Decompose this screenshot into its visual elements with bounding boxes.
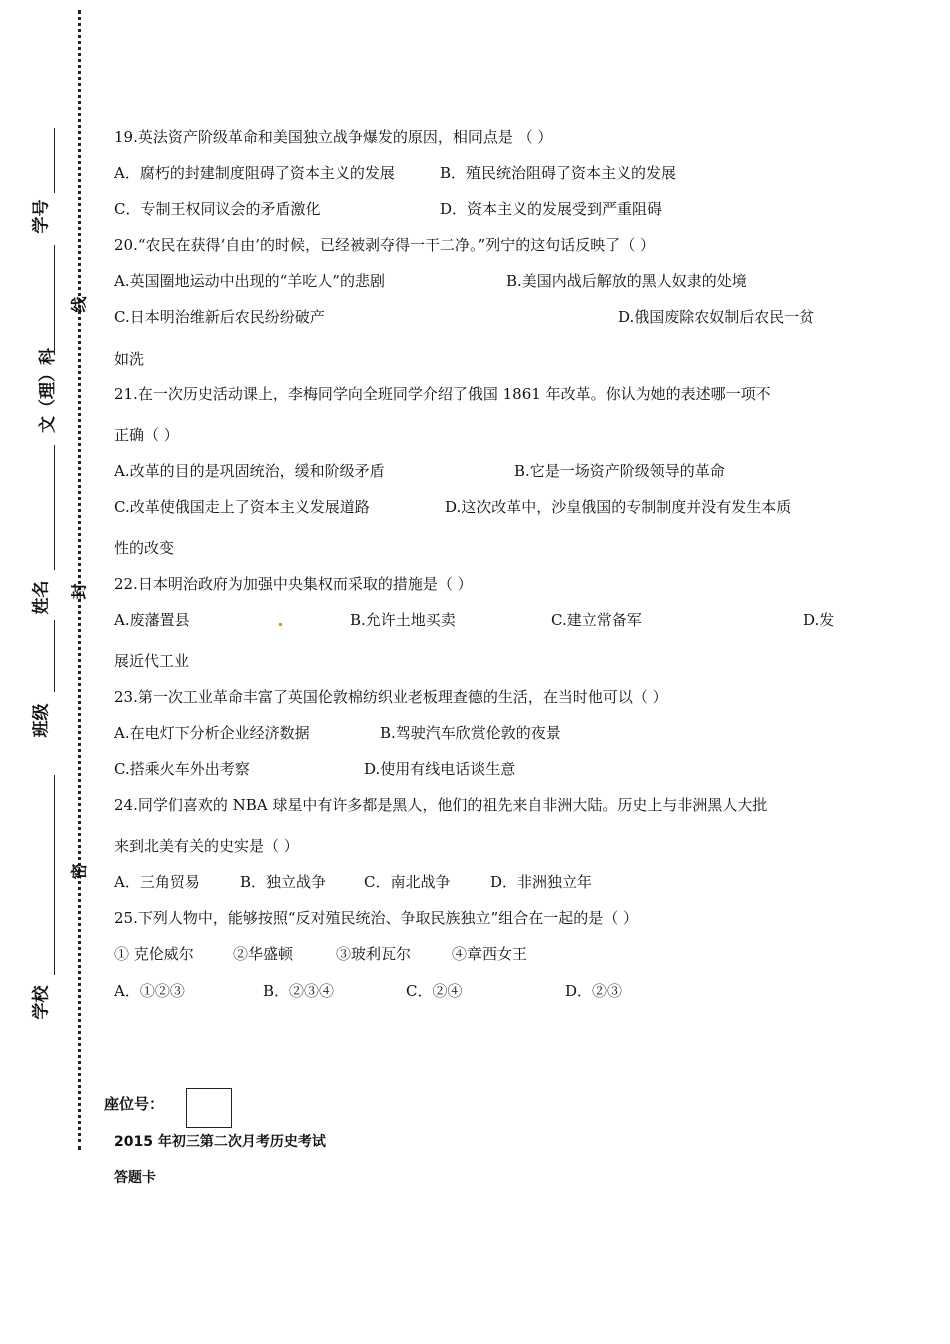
- q19-option-a: A．腐朽的封建制度阻碍了资本主义的发展: [114, 164, 395, 182]
- seat-number-box[interactable]: [186, 1088, 232, 1128]
- subject-underline: [54, 245, 55, 355]
- q25-option-b: B．②③④: [263, 982, 335, 1000]
- class-label: 班级: [31, 703, 52, 738]
- q25-option-a: A．①②③: [114, 982, 185, 1000]
- q22-option-a: A.废藩置县: [114, 611, 190, 629]
- q20-option-d-cont: 如洗: [114, 350, 145, 368]
- name-underline: [54, 445, 55, 570]
- q20-stem: 20.“农民在获得‘自由’的时候，已经被剥夺得一干二净。”列宁的这句话反映了（ ）: [114, 236, 655, 254]
- q25-option-c: C．②④: [406, 982, 463, 1000]
- q22-option-d-cont: 展近代工业: [114, 652, 190, 670]
- q20-option-d: D.俄国废除农奴制后农民一贫: [618, 308, 815, 326]
- cut-mark-line: 线: [69, 296, 89, 313]
- student-id-underline: [54, 128, 55, 193]
- q21-option-a: A.改革的目的是巩固统治，缓和阶级矛盾: [114, 462, 385, 480]
- exam-title: 2015 年初三第二次月考历史考试: [114, 1134, 326, 1150]
- q23-option-c: C.搭乘火车外出考察: [114, 760, 250, 778]
- q24-option-b: B．独立战争: [240, 873, 327, 891]
- q21-option-c: C.改革使俄国走上了资本主义发展道路: [114, 498, 370, 516]
- class-underline: [54, 620, 55, 692]
- stray-dot: [279, 623, 282, 626]
- q20-option-c: C.日本明治维新后农民纷纷破产: [114, 308, 325, 326]
- q24-option-c: C．南北战争: [364, 873, 451, 891]
- q24-option-a: A．三角贸易: [114, 873, 200, 891]
- answer-card-title: 答题卡: [114, 1170, 156, 1186]
- q21-stem: 21.在一次历史活动课上，李梅同学向全班同学介绍了俄国 1861 年改革。你认为她的表述哪一项不: [114, 385, 771, 403]
- school-underline: [54, 775, 55, 975]
- q24-stem-cont: 来到北美有关的史实是（ ）: [114, 837, 299, 855]
- student-id-label: 学号: [31, 199, 52, 234]
- cut-mark-seal: 封: [69, 583, 89, 600]
- q21-option-d: D.这次改革中，沙皇俄国的专制制度并没有发生本质: [445, 498, 792, 516]
- q19-stem: 19.英法资产阶级革命和美国独立战争爆发的原因，相同点是 （ ）: [114, 128, 553, 146]
- subject-label: 文（理）科: [38, 348, 58, 433]
- seat-number-label: 座位号：: [104, 1095, 165, 1113]
- q20-option-b: B.美国内战后解放的黑人奴隶的处境: [506, 272, 747, 290]
- cut-mark-secret: 密: [69, 863, 89, 880]
- q21-stem-cont: 正确（ ）: [114, 426, 179, 444]
- binding-dotted-line: [78, 10, 81, 1150]
- q25-person-1: ① 克伦威尔: [114, 945, 194, 963]
- q25-person-3: ③玻利瓦尔: [336, 945, 412, 963]
- q21-option-b: B.它是一场资产阶级领导的革命: [514, 462, 725, 480]
- q23-stem: 23.第一次工业革命丰富了英国伦敦棉纺织业老板理查德的生活，在当时他可以（ ）: [114, 688, 668, 706]
- q22-stem: 22.日本明治政府为加强中央集权而采取的措施是（ ）: [114, 575, 473, 593]
- q25-person-2: ②华盛顿: [233, 945, 294, 963]
- q19-option-b: B．殖民统治阻碍了资本主义的发展: [440, 164, 677, 182]
- q21-option-d-cont: 性的改变: [114, 539, 175, 557]
- q19-option-c: C．专制王权同议会的矛盾激化: [114, 200, 321, 218]
- q25-person-4: ④章西女王: [452, 945, 528, 963]
- q22-option-b: B.允许土地买卖: [350, 611, 456, 629]
- q24-stem: 24.同学们喜欢的 NBA 球星中有许多都是黑人，他们的祖先来自非洲大陆。历史上与非洲黑人大批: [114, 796, 768, 814]
- q22-option-d: D.发: [803, 611, 835, 629]
- q22-option-c: C.建立常备军: [551, 611, 642, 629]
- q19-option-d: D．资本主义的发展受到严重阻碍: [440, 200, 663, 218]
- q25-stem: 25.下列人物中，能够按照“反对殖民统治、争取民族独立”组合在一起的是（ ）: [114, 909, 638, 927]
- q25-option-d: D．②③: [565, 982, 623, 1000]
- q24-option-d: D．非洲独立年: [490, 873, 593, 891]
- school-label: 学校: [31, 985, 52, 1020]
- q23-option-d: D.使用有线电话谈生意: [364, 760, 516, 778]
- name-label: 姓名: [31, 580, 52, 615]
- q23-option-b: B.驾驶汽车欣赏伦敦的夜景: [380, 724, 561, 742]
- q20-option-a: A.英国圈地运动中出现的“羊吃人”的悲剧: [114, 272, 385, 290]
- q23-option-a: A.在电灯下分析企业经济数据: [114, 724, 310, 742]
